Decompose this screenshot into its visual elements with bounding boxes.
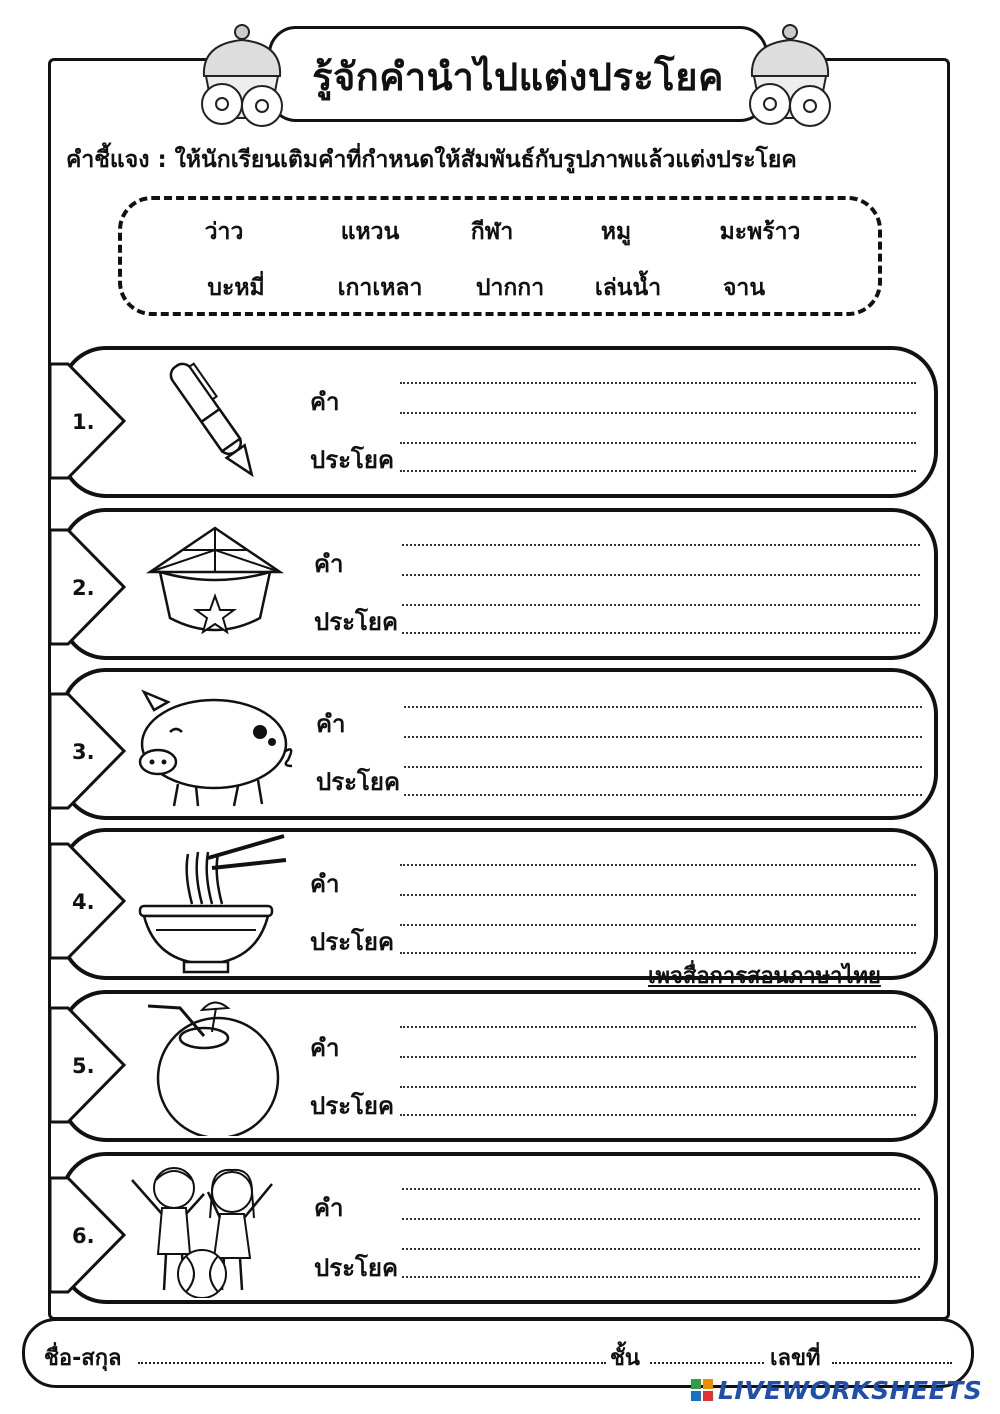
word-label: คำ <box>310 388 340 416</box>
name-label: ชื่อ-สกุล <box>44 1346 122 1371</box>
answer-line[interactable] <box>402 1248 920 1250</box>
word-bank-item: กีฬา <box>470 219 514 245</box>
answer-line[interactable] <box>402 1218 920 1220</box>
sentence-label: ประโยค <box>310 446 395 474</box>
answer-line[interactable] <box>400 894 916 896</box>
word-bank-item: แหวน <box>340 219 400 245</box>
item-number: 3. <box>72 740 95 764</box>
page-title: รู้จักคำนำไปแต่งประโยค <box>312 55 724 99</box>
word-bank-item: มะพร้าว <box>719 219 801 245</box>
answer-line[interactable] <box>400 412 916 414</box>
instructions: คำชี้แจง : ให้นักเรียนเติมคำที่กำหนดให้สัมพันธ์กับรูปภาพแล้วแต่งประโยค <box>66 147 797 173</box>
name-field[interactable] <box>138 1362 606 1364</box>
student-number-field[interactable] <box>832 1362 952 1364</box>
cupcake-donut-icon <box>192 14 292 134</box>
answer-line[interactable] <box>404 794 922 796</box>
page-watermark: เพจสื่อการสอนภาษาไทย <box>648 964 881 989</box>
answer-line[interactable] <box>400 382 916 384</box>
answer-line[interactable] <box>400 924 916 926</box>
answer-line[interactable] <box>402 604 920 606</box>
item-number: 2. <box>72 576 95 600</box>
answer-line[interactable] <box>402 1188 920 1190</box>
coconut-icon <box>140 996 310 1136</box>
item-number: 5. <box>72 1054 95 1078</box>
cupcake-donut-icon <box>740 14 840 134</box>
word-label: คำ <box>314 550 344 578</box>
word-label: คำ <box>310 870 340 898</box>
answer-line[interactable] <box>400 1114 916 1116</box>
student-number-label: เลขที่ <box>770 1346 821 1371</box>
liveworksheets-logo-icon <box>690 1378 714 1402</box>
word-bank-item: บะหมี่ <box>207 275 265 301</box>
kite-icon <box>140 518 310 658</box>
item-number: 4. <box>72 890 95 914</box>
pig-icon <box>124 680 294 820</box>
sentence-label: ประโยค <box>310 928 395 956</box>
kids-with-ball-icon <box>126 1158 296 1298</box>
word-bank-item: ปากกา <box>475 275 545 301</box>
sentence-label: ประโยค <box>310 1092 395 1120</box>
word-label: คำ <box>316 710 346 738</box>
sentence-label: ประโยค <box>316 768 401 796</box>
answer-line[interactable] <box>400 470 916 472</box>
answer-line[interactable] <box>404 706 922 708</box>
answer-line[interactable] <box>400 442 916 444</box>
answer-line[interactable] <box>402 632 920 634</box>
answer-line[interactable] <box>404 736 922 738</box>
class-field[interactable] <box>650 1362 764 1364</box>
class-label: ชั้น <box>610 1346 640 1371</box>
item-number: 1. <box>72 410 95 434</box>
pen-icon <box>130 352 300 492</box>
word-bank-item: หมู <box>600 219 632 245</box>
word-bank-item: ว่าว <box>204 219 244 245</box>
answer-line[interactable] <box>402 1276 920 1278</box>
answer-line[interactable] <box>400 952 916 954</box>
answer-line[interactable] <box>402 544 920 546</box>
item-number: 6. <box>72 1224 95 1248</box>
answer-line[interactable] <box>400 1026 916 1028</box>
word-label: คำ <box>310 1034 340 1062</box>
word-label: คำ <box>314 1194 344 1222</box>
word-bank-item: เกาเหลา <box>337 275 423 301</box>
answer-line[interactable] <box>400 1086 916 1088</box>
answer-line[interactable] <box>400 1056 916 1058</box>
sentence-label: ประโยค <box>314 1254 399 1282</box>
answer-line[interactable] <box>402 574 920 576</box>
noodle-bowl-icon <box>136 834 306 974</box>
brand-name: LIVEWORKSHEETS <box>718 1376 983 1405</box>
word-bank-item: จาน <box>722 275 766 301</box>
word-bank-item: เล่นน้ำ <box>594 275 662 301</box>
sentence-label: ประโยค <box>314 608 399 636</box>
answer-line[interactable] <box>400 864 916 866</box>
answer-line[interactable] <box>404 766 922 768</box>
